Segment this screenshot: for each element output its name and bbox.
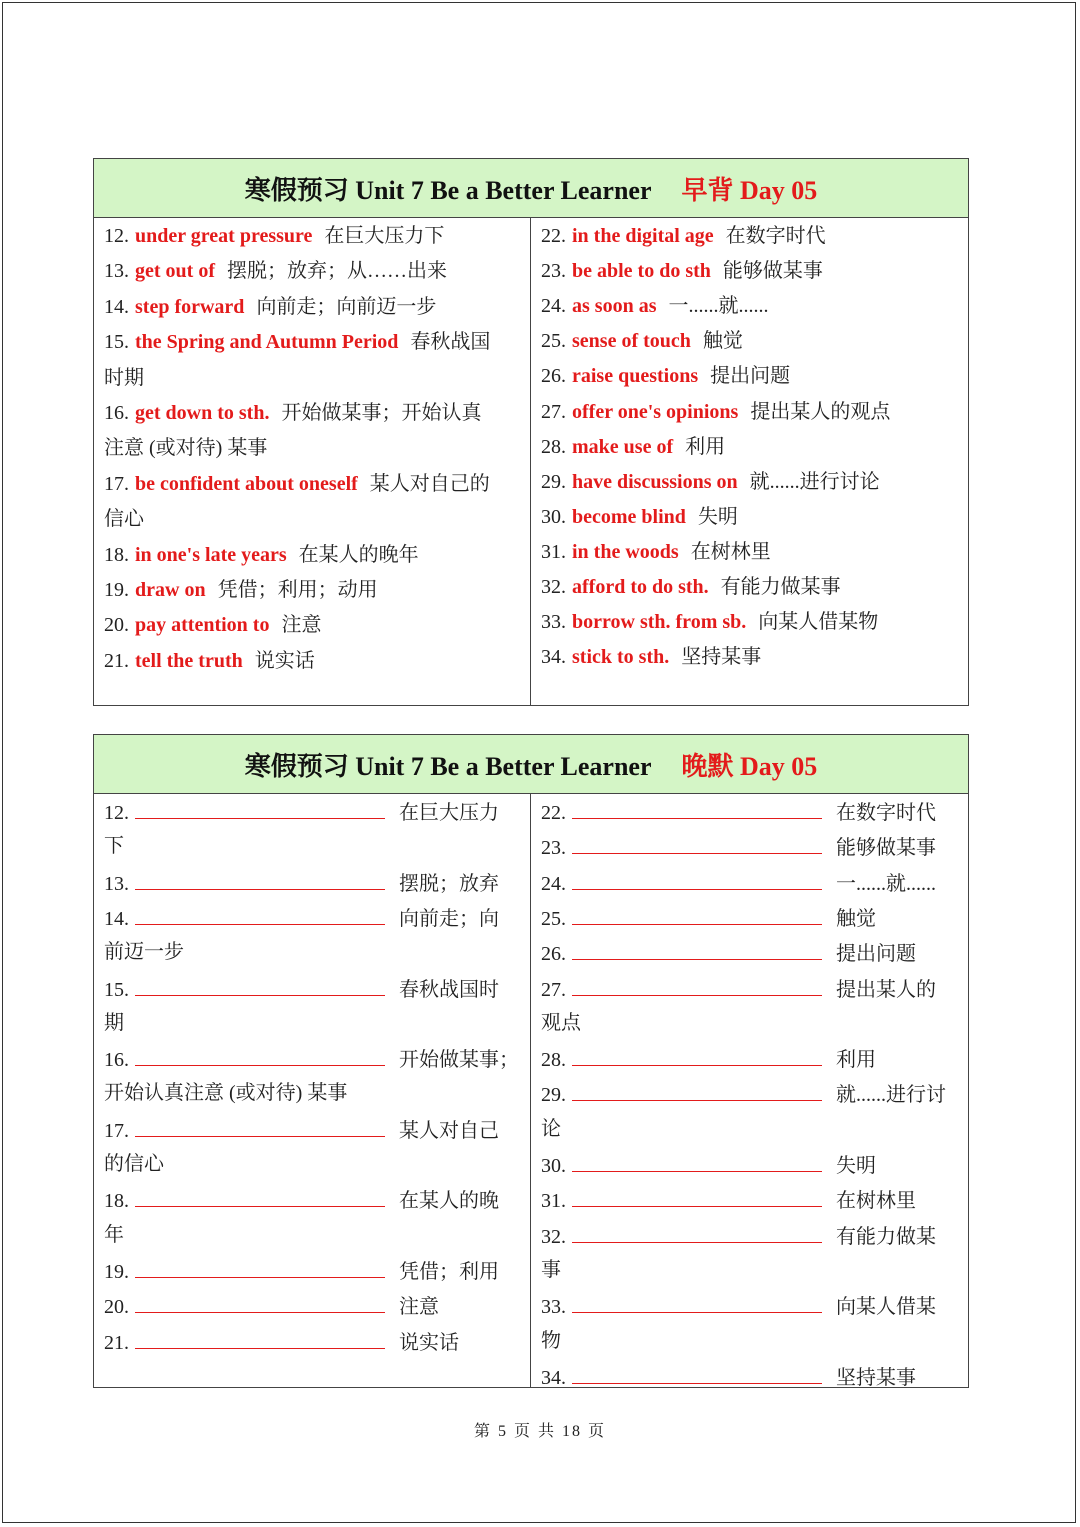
entry-number: 25. [541, 330, 566, 353]
entry-meaning: 提出某人的 [836, 978, 936, 1001]
entry-meaning: 坚持某事 [681, 646, 762, 669]
entry-phrase: under great pressure [135, 225, 313, 247]
entry-number: 32. [541, 576, 566, 598]
answer-blank[interactable] [572, 829, 822, 854]
entry-phrase: become blind [572, 505, 686, 528]
vocab-entry [541, 500, 960, 535]
entry-number: 19. [104, 579, 129, 601]
entry-number: 20. [104, 614, 129, 637]
vocab-entry [541, 1288, 960, 1323]
entry-phrase: raise questions [572, 365, 699, 388]
entry-meaning: 能够做某事 [836, 837, 936, 860]
vocab-entry [541, 794, 960, 829]
entry-phrase: be able to do sth [572, 260, 711, 283]
entry-number: 24. [541, 872, 566, 895]
vocab-entry [541, 430, 960, 465]
vocab-entry [104, 1112, 522, 1147]
vocab-entry [104, 608, 522, 643]
evening-right-column [531, 793, 968, 1387]
entry-number: 32. [541, 1225, 566, 1248]
entry-meaning: 有能力做某事 [720, 576, 841, 598]
entry-number: 33. [541, 1296, 566, 1319]
vocab-entry [104, 538, 522, 573]
answer-blank[interactable] [135, 971, 385, 996]
entry-meaning: 失明 [697, 505, 738, 528]
entry-phrase: in the digital age [572, 225, 714, 247]
entry-meaning: 有能力做某 [836, 1225, 936, 1248]
entry-number: 23. [541, 260, 566, 283]
entry-phrase: in one's late years [135, 543, 287, 566]
entry-meaning: 一......就...... [668, 295, 769, 318]
morning-right-column [531, 217, 968, 705]
entry-meaning: 在某人的晚 [399, 1190, 499, 1213]
vocab-entry [541, 829, 960, 864]
entry-meaning: 凭借；利用；动用 [217, 579, 378, 601]
entry-number: 26. [541, 943, 566, 966]
entry-meaning: 就......进行讨 [836, 1084, 946, 1107]
entry-meaning: 下 [104, 835, 124, 858]
vocab-entry [104, 573, 522, 608]
vocab-entry [104, 219, 522, 254]
entry-phrase: in the woods [572, 540, 679, 563]
vocab-entry [541, 535, 960, 570]
answer-blank[interactable] [572, 971, 822, 996]
vocab-entry [541, 1218, 960, 1253]
entry-number: 12. [104, 802, 129, 824]
answer-blank[interactable] [135, 1324, 385, 1349]
entry-phrase: get out of [135, 260, 215, 283]
entry-number: 29. [541, 1084, 566, 1107]
vocab-entry [104, 1041, 522, 1076]
entry-continuation [104, 1147, 522, 1182]
entry-phrase: borrow sth. from sb. [572, 611, 747, 634]
entry-number: 16. [104, 402, 129, 424]
vocab-entry [104, 1182, 522, 1217]
entry-number: 34. [541, 1366, 566, 1389]
vocab-entry [104, 1324, 522, 1359]
answer-blank[interactable] [572, 935, 822, 960]
entry-meaning: 失明 [836, 1155, 876, 1177]
entry-phrase: get down to sth. [135, 402, 270, 424]
entry-number: 28. [541, 435, 566, 458]
vocab-entry [541, 640, 960, 675]
vocab-entry [541, 219, 960, 254]
entry-meaning: 提出问题 [836, 943, 916, 966]
entry-meaning: 年 [104, 1223, 124, 1246]
entry-number: 13. [104, 872, 129, 895]
answer-blank[interactable] [135, 1041, 385, 1066]
evening-card-header [94, 735, 968, 794]
morning-card-header [94, 159, 968, 218]
vocab-entry [541, 1041, 960, 1076]
evening-title: 寒假预习 Unit 7 Be a Better Learner [244, 751, 652, 781]
entry-meaning: 物 [541, 1329, 561, 1352]
answer-blank[interactable] [572, 794, 822, 819]
entry-continuation [104, 502, 522, 537]
vocab-entry [541, 359, 960, 394]
entry-meaning: 的信心 [104, 1153, 164, 1175]
entry-continuation [104, 1218, 522, 1253]
entry-number: 23. [541, 837, 566, 860]
entry-number: 13. [104, 260, 129, 283]
entry-phrase: pay attention to [135, 614, 270, 637]
entry-number: 25. [541, 907, 566, 930]
entry-number: 33. [541, 611, 566, 634]
answer-blank[interactable] [135, 1253, 385, 1278]
entry-meaning: 向某人借某物 [758, 611, 879, 634]
entry-number: 15. [104, 978, 129, 1001]
entry-number: 21. [104, 649, 129, 672]
vocab-entry [541, 900, 960, 935]
entry-continuation [104, 361, 522, 396]
answer-blank[interactable] [135, 1288, 385, 1313]
entry-phrase: sense of touch [572, 330, 691, 353]
entry-meaning: 注意 (或对待) 某事 [104, 437, 268, 460]
entry-number: 14. [104, 295, 129, 318]
entry-number: 16. [104, 1049, 129, 1072]
answer-blank[interactable] [135, 1112, 385, 1137]
entry-continuation [104, 829, 522, 864]
entry-meaning: 向前走；向前迈一步 [256, 295, 437, 318]
entry-number: 27. [541, 400, 566, 423]
vocab-entry [104, 865, 522, 900]
entry-phrase: as soon as [572, 295, 657, 318]
entry-number: 20. [104, 1296, 129, 1319]
entry-phrase: be confident about oneself [135, 472, 358, 495]
entry-meaning: 一......就...... [836, 872, 936, 895]
entry-continuation [104, 1006, 522, 1041]
entry-meaning: 说实话 [399, 1331, 459, 1354]
entry-number: 19. [104, 1260, 129, 1283]
answer-blank[interactable] [572, 1041, 822, 1066]
entry-number: 30. [541, 505, 566, 528]
vocab-entry [541, 935, 960, 970]
entry-meaning: 春秋战国 [410, 331, 491, 354]
vocab-entry [104, 396, 522, 431]
entry-continuation [541, 1253, 960, 1288]
vocab-entry [541, 570, 960, 605]
entry-number: 17. [104, 472, 129, 495]
entry-meaning: 坚持某事 [836, 1366, 916, 1389]
vocab-entry [104, 290, 522, 325]
entry-meaning: 信心 [104, 508, 144, 531]
vocab-entry [541, 289, 960, 324]
entry-meaning: 事 [541, 1258, 561, 1281]
entry-meaning: 向某人借某 [836, 1296, 936, 1319]
entry-number: 21. [104, 1331, 129, 1354]
evening-day-tag: 晚默 Day 05 [681, 751, 818, 781]
entry-meaning: 能够做某事 [722, 260, 823, 283]
answer-blank[interactable] [135, 794, 385, 819]
morning-left-column [94, 217, 531, 705]
answer-blank[interactable] [572, 1147, 822, 1172]
entry-meaning: 注意 [399, 1296, 439, 1319]
vocab-entry [541, 324, 960, 359]
answer-blank[interactable] [572, 1288, 822, 1313]
entry-meaning: 某人对自己的 [369, 472, 490, 495]
morning-title: 寒假预习 Unit 7 Be a Better Learner [244, 175, 652, 205]
entry-number: 27. [541, 978, 566, 1001]
entry-meaning: 利用 [836, 1049, 876, 1072]
entry-meaning: 在某人的晚年 [298, 543, 419, 566]
entry-phrase: draw on [135, 579, 206, 601]
entry-meaning: 提出问题 [710, 365, 791, 388]
entry-number: 28. [541, 1049, 566, 1072]
entry-number: 24. [541, 295, 566, 318]
entry-meaning: 提出某人的观点 [750, 400, 891, 423]
entry-number: 18. [104, 1190, 129, 1213]
entry-meaning: 注意 [281, 614, 322, 637]
morning-card [93, 158, 969, 706]
entry-continuation [104, 431, 522, 466]
vocab-entry [541, 971, 960, 1006]
vocab-entry [541, 1076, 960, 1111]
answer-blank[interactable] [135, 900, 385, 925]
entry-continuation [104, 1076, 522, 1111]
entry-meaning: 某人对自己 [399, 1119, 499, 1142]
vocab-entry [104, 1253, 522, 1288]
answer-blank[interactable] [135, 865, 385, 890]
entry-number: 34. [541, 646, 566, 669]
vocab-entry [104, 1288, 522, 1323]
entry-number: 31. [541, 540, 566, 563]
entry-phrase: offer one's opinions [572, 400, 739, 423]
vocab-entry [541, 865, 960, 900]
entry-number: 22. [541, 802, 566, 824]
entry-meaning: 就......进行讨论 [749, 470, 880, 493]
entry-meaning: 时期 [104, 366, 144, 389]
morning-day-tag: 早背 Day 05 [681, 175, 818, 205]
entry-meaning: 摆脱；放弃 [399, 872, 499, 895]
entry-meaning: 在数字时代 [836, 802, 936, 824]
entry-phrase: make use of [572, 435, 674, 458]
vocab-entry [541, 465, 960, 500]
entry-meaning: 在树林里 [836, 1190, 916, 1213]
answer-blank[interactable] [135, 1182, 385, 1207]
evening-left-column [94, 793, 531, 1387]
entry-phrase: stick to sth. [572, 646, 670, 669]
entry-continuation [541, 1324, 960, 1359]
vocab-entry [104, 794, 522, 829]
entry-meaning: 在巨大压力 [399, 802, 499, 824]
entry-meaning: 摆脱；放弃；从……出来 [226, 260, 447, 283]
entry-number: 31. [541, 1190, 566, 1213]
entry-number: 29. [541, 470, 566, 493]
entry-meaning: 期 [104, 1011, 124, 1034]
entry-meaning: 利用 [685, 435, 726, 458]
entry-meaning: 春秋战国时 [399, 978, 499, 1001]
entry-number: 17. [104, 1119, 129, 1142]
answer-blank[interactable] [572, 1218, 822, 1243]
entry-meaning: 触觉 [836, 907, 876, 930]
entry-number: 12. [104, 225, 129, 247]
entry-meaning: 在巨大压力下 [324, 225, 445, 247]
entry-number: 30. [541, 1155, 566, 1177]
entry-number: 15. [104, 331, 129, 354]
entry-number: 22. [541, 225, 566, 247]
vocab-entry [541, 605, 960, 640]
entry-continuation [541, 1006, 960, 1041]
entry-meaning: 前迈一步 [104, 941, 184, 964]
answer-blank[interactable] [572, 1182, 822, 1207]
entry-meaning: 说实话 [254, 649, 315, 672]
entry-number: 14. [104, 907, 129, 930]
vocab-entry [104, 971, 522, 1006]
vocab-entry [541, 395, 960, 430]
entry-continuation [104, 935, 522, 970]
entry-meaning: 向前走；向 [399, 907, 499, 930]
answer-blank[interactable] [572, 1076, 822, 1101]
entry-meaning: 论 [541, 1117, 561, 1140]
entry-meaning: 观点 [541, 1011, 581, 1034]
entry-meaning: 触觉 [702, 330, 743, 353]
entry-phrase: step forward [135, 295, 245, 318]
entry-meaning: 在树林里 [690, 540, 771, 563]
entry-number: 26. [541, 365, 566, 388]
entry-meaning: 在数字时代 [725, 225, 826, 247]
entry-phrase: afford to do sth. [572, 576, 709, 598]
vocab-entry [104, 900, 522, 935]
entry-continuation [541, 1112, 960, 1147]
vocab-entry [541, 1182, 960, 1217]
vocab-entry [541, 1359, 960, 1394]
entry-meaning: 开始做某事；开始认真 [281, 402, 482, 424]
entry-meaning: 开始认真注意 (或对待) 某事 [104, 1082, 348, 1105]
entry-phrase: tell the truth [135, 649, 243, 672]
evening-card [93, 734, 969, 1388]
vocab-entry [104, 467, 522, 502]
entry-meaning: 开始做某事； [399, 1049, 519, 1072]
vocab-entry [541, 1147, 960, 1182]
entry-number: 18. [104, 543, 129, 566]
vocab-entry [541, 254, 960, 289]
vocab-entry [104, 325, 522, 360]
vocab-entry [104, 644, 522, 679]
page-footer: 第 5 页 共 18 页 [473, 1423, 606, 1440]
answer-blank[interactable] [572, 900, 822, 925]
entry-phrase: have discussions on [572, 470, 738, 493]
answer-blank[interactable] [572, 1359, 822, 1384]
vocab-entry [104, 254, 522, 289]
entry-phrase: the Spring and Autumn Period [135, 331, 399, 354]
entry-meaning: 凭借；利用 [399, 1260, 499, 1283]
answer-blank[interactable] [572, 865, 822, 890]
